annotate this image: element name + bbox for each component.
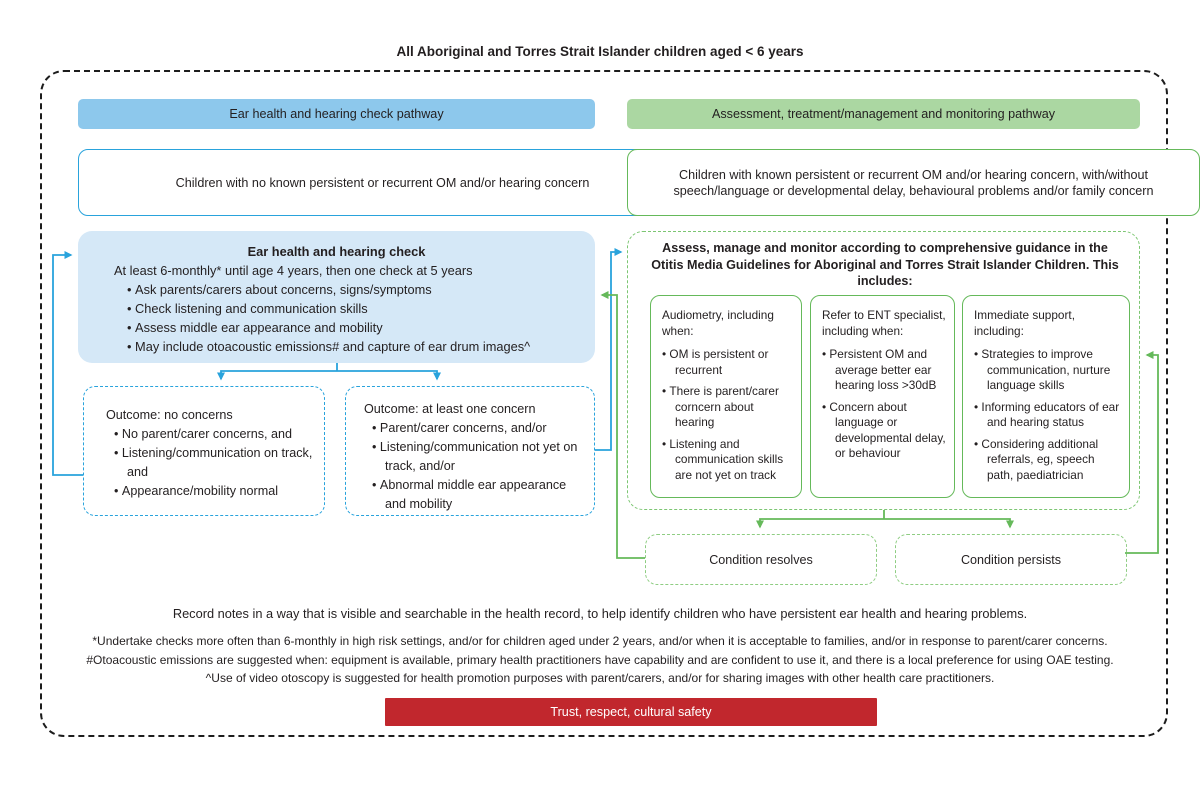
immediate-support-title: Immediate support, including: [974,308,1075,338]
bullet-item: • No parent/carer concerns, and [114,425,316,444]
bullet-item: • Listening/communication on track, and [114,444,316,482]
ent-referral-bullets [822,347,946,462]
condition-resolves-box: Condition resolves [645,534,877,585]
bullet-item: • Persistent OM and average better ear hearing loss >30dB [822,347,946,394]
right-entry-box: Children with known persistent or recurrent OM and/or hearing concern, with/without speech/language or developmental delay, behavioural problems and/or family concern [627,149,1200,216]
page-title: All Aboriginal and Torres Strait Islander children aged < 6 years [396,44,804,59]
check-box-bullets [127,280,595,356]
bullet-item: • OM is persistent or recurrent [662,347,793,378]
outcome-no-bullets [114,425,316,501]
bullet-item: • Informing educators of ear and hearing status [974,400,1121,431]
bullet-item: • Concern about language or developmental delay, or behaviour [822,400,946,462]
audiometry-box [650,295,802,498]
bullet-item: • Considering additional referrals, eg, speech path, paediatrician [974,437,1121,484]
bullet-item: • Ask parents/carers about concerns, signs/symptoms [127,280,595,299]
bullet-item: • Strategies to improve communication, nurture language skills [974,347,1121,394]
immediate-support-bullets [974,347,1121,483]
outcome-concern-box [345,386,595,516]
footnote-line: *Undertake checks more often than 6-monthly in high risk settings, and/or for children aged under 2 years, and/or when it is acceptable to families, and/or in response to parent/carer concerns. [92,634,1108,648]
ent-referral-title: Refer to ENT specialist, including when: [822,308,946,338]
left-entry-box: Children with no known persistent or recurrent OM and/or hearing concern [78,149,687,216]
bullet-item: • Appearance/mobility normal [114,482,316,501]
bullet-item: • There is parent/carer corncern about hearing [662,384,793,431]
audiometry-bullets [662,347,793,483]
ear-health-check-box [78,231,595,363]
immediate-support-box [962,295,1130,498]
outcome-no-concerns-box [83,386,325,516]
check-box-subtitle: At least 6-monthly* until age 4 years, then one check at 5 years [114,263,473,278]
footnote-line: ^Use of video otoscopy is suggested for health promotion purposes with parent/carers, and/or for sharing images with other health care practitioners. [205,671,995,685]
bullet-item: • Listening/communication not yet on track, and/or [372,438,588,476]
check-box-title: Ear health and hearing check [247,244,426,259]
ent-referral-box [810,295,955,498]
outcome-concern-title: Outcome: at least one concern [364,402,536,416]
bullet-item: • May include otoacoustic emissions# and capture of ear drum images^ [127,337,595,356]
trust-respect-banner: Trust, respect, cultural safety [385,698,877,726]
outcome-concern-bullets [372,419,588,514]
left-pathway-header: Ear health and hearing check pathway [78,99,595,129]
bullet-item: • Check listening and communication skills [127,299,595,318]
footnote-line: #Otoacoustic emissions are suggested when: equipment is available, primary health practitioners have capability and are confident to use it, and there is a local preference for using OAE testing. [86,652,1114,667]
bullet-item: • Assess middle ear appearance and mobility [127,318,595,337]
record-note: Record notes in a way that is visible and searchable in the health record, to help identify children who have persistent ear health and hearing problems. [172,606,1028,621]
footnotes [0,632,1200,688]
bullet-item: • Parent/carer concerns, and/or [372,419,588,438]
assess-box-title: Assess, manage and monitor according to comprehensive guidance in the Otitis Media Guidelines for Aboriginal and Torres Strait Islander Children. This includes: [651,241,1119,288]
outcome-no-title: Outcome: no concerns [106,408,233,422]
condition-persists-box: Condition persists [895,534,1127,585]
bullet-item: • Listening and communication skills are not yet on track [662,437,793,484]
right-pathway-header: Assessment, treatment/management and monitoring pathway [627,99,1140,129]
bullet-item: • Abnormal middle ear appearance and mobility [372,476,588,514]
audiometry-title: Audiometry, including when: [662,308,774,338]
